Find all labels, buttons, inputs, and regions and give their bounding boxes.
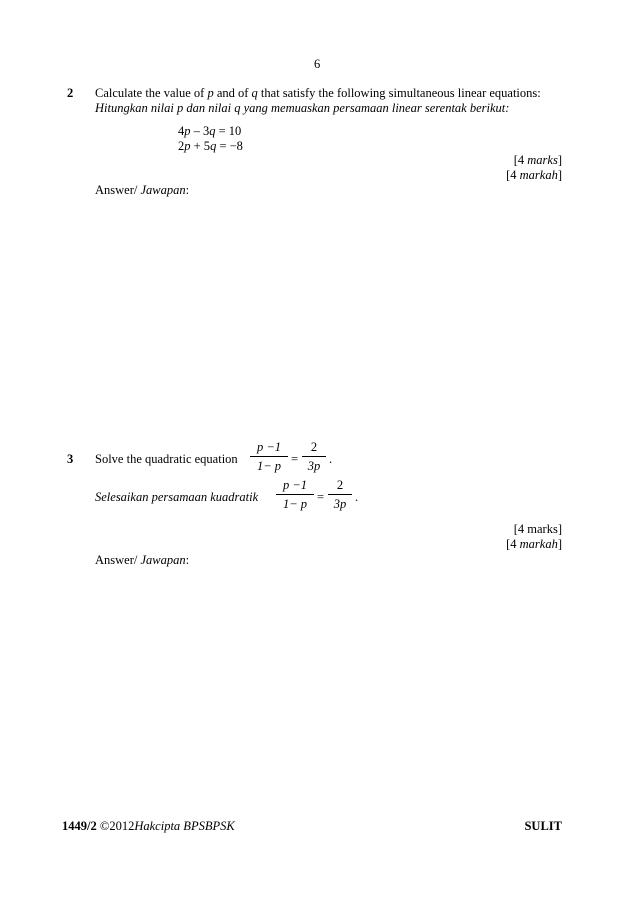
question-2-number: 2: [67, 86, 74, 100]
question-3-text-ms: Selesaikan persamaan kuadratik: [95, 490, 259, 504]
period-en: .: [329, 452, 333, 466]
equals-sign-en: =: [291, 452, 299, 466]
question-2-text-en: Calculate the value of p and of q that satisfy the following simultaneous linear equations:: [95, 86, 541, 100]
equation-1: 4p – 3q = 10: [178, 124, 242, 138]
question-3-marks-en: [4 marks]: [513, 522, 562, 536]
equals-sign-ms: =: [317, 490, 325, 504]
question-2-marks-en: [4 marks]: [513, 153, 562, 167]
footer-left: 1449/2 ©2012Hakcipta BPSBPSK: [62, 819, 235, 833]
question-2-marks-ms: [4 markah]: [506, 168, 562, 182]
question-3-answer-label: Answer/ Jawapan:: [95, 553, 190, 567]
period-ms: .: [355, 490, 359, 504]
fraction-left-ms: $\frac{p -1}{1- p}$: [276, 478, 314, 512]
page-number: 6: [314, 57, 321, 71]
equation-2: 2p + 5q = −8: [178, 139, 243, 153]
fraction-left-en: $\frac{p -1}{1- p}$: [250, 440, 288, 474]
question-3-marks-ms: [4 markah]: [506, 537, 562, 551]
question-2-answer-label: Answer/ Jawapan:: [95, 183, 190, 197]
fraction-right-en: $\frac{2}{3p}$: [302, 440, 326, 474]
footer-sulit: SULIT: [524, 819, 562, 833]
question-2-text-ms: Hitungkan nilai p dan nilai q yang memuaskan persamaan linear serentak berikut:: [95, 101, 510, 115]
fraction-right-ms: $\frac{2}{3p}$: [328, 478, 352, 512]
question-3-text-en: Solve the quadratic equation: [95, 452, 238, 466]
question-3-number: 3: [67, 452, 74, 466]
